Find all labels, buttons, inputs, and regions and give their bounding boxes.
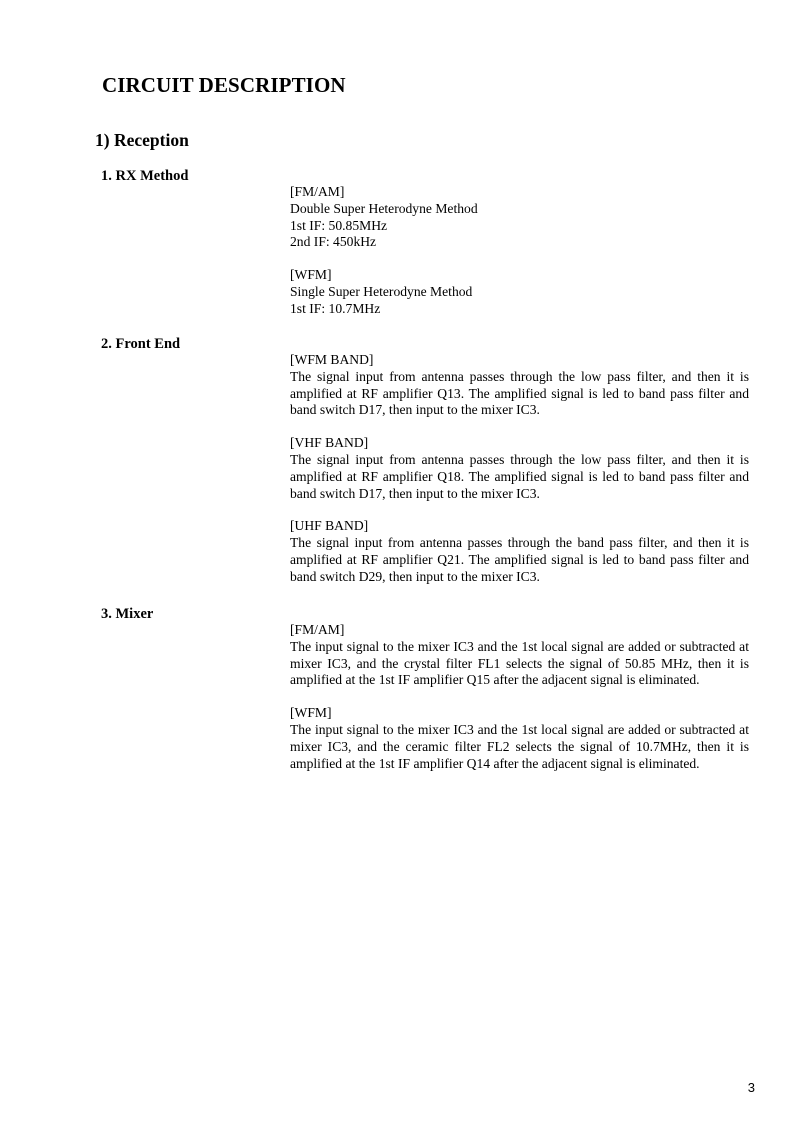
front-end-uhf-block (290, 518, 749, 585)
mixer-heading: 3. Mixer (101, 606, 154, 622)
section-title-reception: 1) Reception (95, 130, 189, 150)
rx-method-wfm-line: Single Super Heterodyne Method (290, 283, 473, 299)
rx-method-fmam-block (290, 184, 749, 251)
front-end-vhf-text: The signal input from antenna passes through the low pass filter, and then it is amplified at RF amplifier Q18. The amplified signal is led to band pass filter and band switch D17, then input to the mixer IC3. (290, 451, 749, 501)
rx-method-heading: 1. RX Method (101, 168, 189, 184)
page-title: CIRCUIT DESCRIPTION (102, 73, 346, 97)
front-end-wfm-block (290, 352, 749, 419)
rx-method-fmam-label: [FM/AM] (290, 184, 345, 199)
mixer-wfm-block (290, 705, 749, 772)
rx-method-wfm-line: 1st IF: 10.7MHz (290, 300, 381, 316)
mixer-fmam-text: The input signal to the mixer IC3 and the 1st local signal are added or subtracted at mixer IC3, and the crystal filter FL1 selects the signal of 50.85 MHz, then it is amplified at the 1st IF amplifier Q15 after the adjacent signal is eliminated. (290, 638, 749, 688)
mixer-fmam-label: [FM/AM] (290, 622, 345, 637)
front-end-vhf-block (290, 435, 749, 502)
page-number: 3 (747, 1080, 755, 1095)
rx-method-wfm-block (290, 267, 749, 317)
mixer-fmam-block (290, 622, 749, 689)
rx-method-content (290, 184, 749, 318)
front-end-content (290, 352, 749, 586)
front-end-wfm-label: [WFM BAND] (290, 352, 374, 367)
mixer-wfm-text: The input signal to the mixer IC3 and the 1st local signal are added or subtracted at mixer IC3, and the ceramic filter FL2 selects the signal of 10.7MHz, then it is amplified at the 1st IF amplifier Q14 after the adjacent signal is eliminated. (290, 721, 749, 771)
rx-method-fmam-line: 2nd IF: 450kHz (290, 234, 377, 250)
rx-method-fmam-line: 1st IF: 50.85MHz (290, 217, 388, 233)
mixer-content (290, 622, 749, 772)
front-end-vhf-label: [VHF BAND] (290, 435, 369, 451)
mixer-wfm-label: [WFM] (290, 705, 332, 721)
front-end-wfm-text: The signal input from antenna passes through the low pass filter, and then it is amplified at RF amplifier Q13. The amplified signal is led to band pass filter and band switch D17, then input to the mixer IC3. (290, 368, 749, 418)
front-end-uhf-text: The signal input from antenna passes through the band pass filter, and then it is amplified at RF amplifier Q21. The amplified signal is led to band pass filter and band switch D29, then input to the mixer IC3. (290, 535, 749, 584)
front-end-uhf-label: [UHF BAND] (290, 518, 369, 534)
rx-method-fmam-line: Double Super Heterodyne Method (290, 200, 478, 216)
front-end-heading: 2. Front End (101, 336, 181, 352)
rx-method-wfm-label: [WFM] (290, 267, 332, 283)
